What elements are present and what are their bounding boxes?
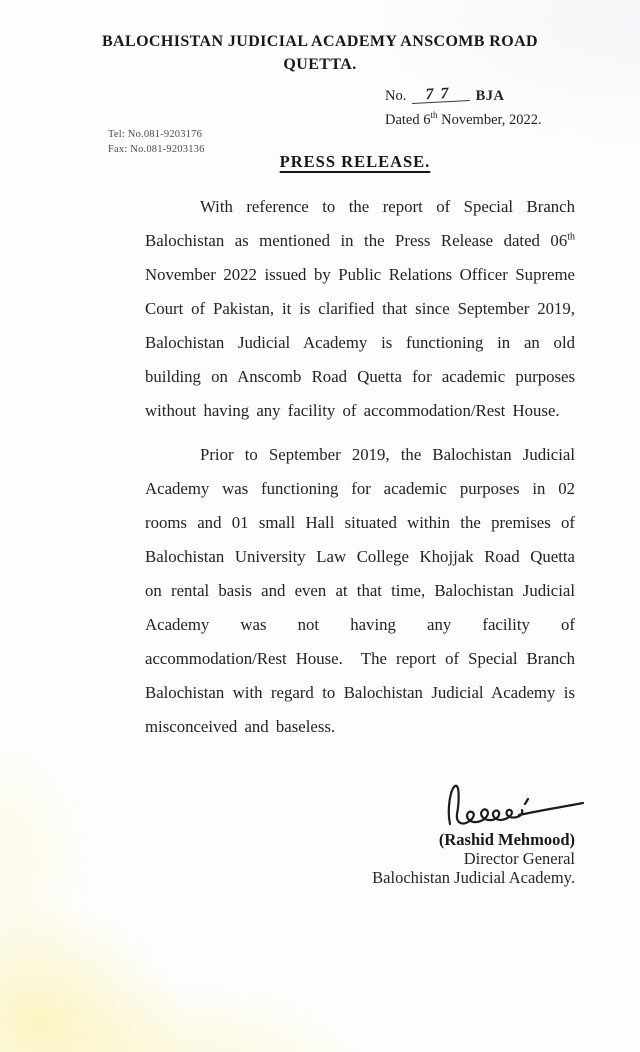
signature-block	[372, 782, 575, 887]
reference-block	[385, 84, 542, 130]
signatory-name: (Rashid Mehmood)	[438, 830, 575, 849]
date-day: 6	[423, 111, 431, 128]
document-title: BALOCHISTAN JUDICIAL ACADEMY ANSCOMB ROAD QUETTA.	[101, 33, 538, 73]
fax-line: Fax: No.081-9203136	[108, 144, 205, 155]
paragraph-1-text-after-sup: November 2022 issued by Public Relations Officer Supreme Court of Pakistan, it is clarified that since September 2019, Balochistan Judicial Academy is functioning in an old building on Anscomb Road Quetta for academic purposes without having any facility of accommodation/Rest House.	[145, 265, 575, 420]
press-release-heading: PRESS RELEASE.	[279, 152, 431, 171]
paragraph-1-text-before-sup: With reference to the report of Special Branch Balochistan as mentioned in the Press Release dated 06	[145, 197, 575, 250]
date-ordinal: th	[430, 110, 438, 120]
handwritten-signature-icon	[437, 782, 587, 828]
paragraph-1-ordinal: th	[567, 231, 575, 243]
paragraph-1	[145, 190, 575, 428]
telephone-line: Tel: No.081-9203176	[108, 129, 203, 140]
reference-number-suffix: BJA	[475, 88, 505, 104]
date-line	[385, 106, 542, 130]
document-body	[145, 190, 575, 744]
paragraph-2: Prior to September 2019, the Balochistan Judicial Academy was functioning for academic purposes in 02 rooms and 01 small Hall situated within the premises of Balochistan University Law College Khojjak Road Quetta on rental basis and even at that time, Balochistan Judicial Academy was not having any facility of accommodation/Rest House. The report of Special Branch Balochistan with regard to Balochistan Judicial Academy is misconceived and baseless.	[145, 445, 575, 736]
date-month-year: November, 2022.	[441, 111, 542, 128]
date-label: Dated	[385, 111, 420, 128]
reference-number-handwritten: 77	[411, 86, 470, 104]
reference-number-line	[385, 84, 542, 106]
signatory-title: Director General	[463, 849, 575, 868]
reference-number-label: No.	[385, 88, 407, 104]
signatory-organization: Balochistan Judicial Academy.	[372, 868, 575, 887]
